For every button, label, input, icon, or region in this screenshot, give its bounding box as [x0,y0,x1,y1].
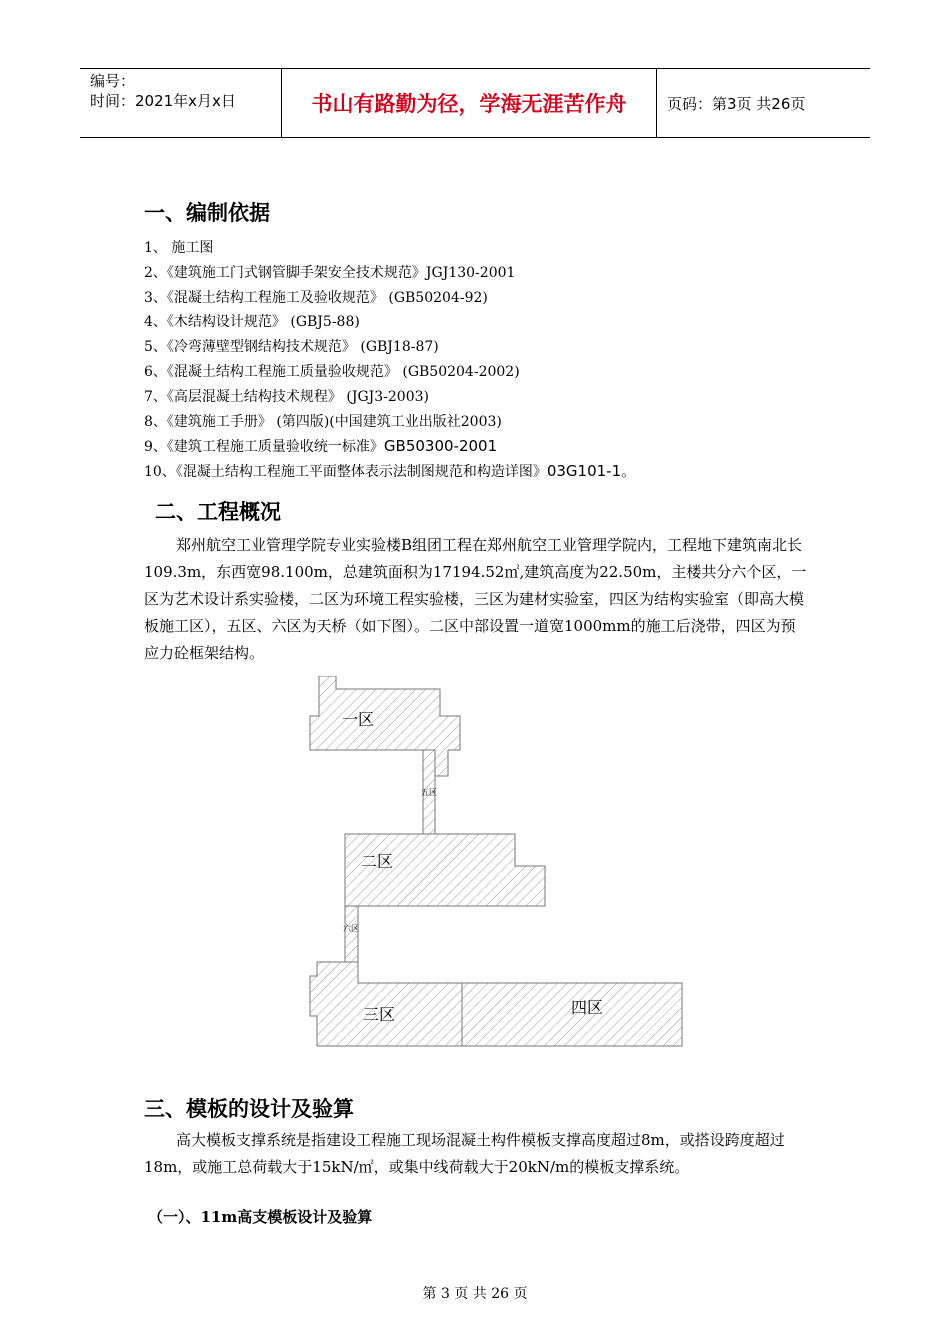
header-motto: 书山有路勤为径，学海无涯苦作舟 [281,69,657,137]
list-item: 9、《建筑工程施工质量验收统一标准》GB50300-2001 [144,437,498,456]
header-meta [80,69,281,137]
zone-6-shape [345,906,358,962]
header-table [80,68,870,138]
zone-3-label: 三区 [363,1005,396,1024]
section-2-title: 二、工程概况 [155,500,281,524]
list-item: 5、《冷弯薄壁型钢结构技术规范》 (GBJ18-87) [144,339,439,356]
header-page-label: 页码：第3页 共26页 [667,94,806,113]
subsection-title: （一）、11m高支模板设计及验算 [148,1208,373,1226]
list-item: 10、《混凝土结构工程施工平面整体表示法制图规范和构造详图》03G101-1。 [144,462,637,481]
list-item: 8、《建筑施工手册》 (第四版)(中国建筑工业出版社2003) [144,413,502,430]
list-item: 7、《高层混凝土结构技术规程》 (JGJ3-2003) [144,388,429,405]
project-overview-paragraph: 郑州航空工业管理学院专业实验楼B组团工程在郑州航空工业管理学院内，工程地下建筑南北长109.3m，东西宽98.100m，总建筑面积为17194.52㎡,建筑高度为22.50m，主楼共分六个区，一区为艺术设计系实验楼，二区为环境工程实验楼，三区为建材实验室，四区为结构实验室（即高大模板施工区），五区、六区为天桥（如下图）。二区中部设置一道宽1000mm的施工后浇带，四区为预应力砼框架结构。 [144,536,807,662]
zone-1-shape [310,676,460,776]
zone-3-shape [310,962,462,1046]
list-item: 3、《混凝土结构工程施工及验收规范》 (GB50204-92) [144,289,488,306]
basis-list [144,236,636,484]
zone-layout-diagram [300,676,690,1052]
time-label: 时间：2021年x月x日 [90,92,236,110]
number-label: 编号： [90,72,136,90]
zone-1-label: 一区 [342,710,375,729]
page-footer: 第 3 页 共 26 页 [422,1286,528,1302]
zone-5-label: 五区 [421,788,437,797]
list-item: 4、《木结构设计规范》 (GBJ5-88) [144,314,360,331]
zone-2-label: 二区 [361,852,394,871]
section-3-title: 三、模板的设计及验算 [144,1097,354,1121]
zone-4-label: 四区 [571,998,604,1017]
list-item: 6、《混凝土结构工程施工质量验收规范》 (GB50204-2002) [144,363,520,380]
zone-6-label: 六区 [343,924,359,933]
list-item: 1、 施工图 [144,240,214,256]
list-item: 2、《建筑施工门式钢管脚手架安全技术规范》JGJ130-2001 [144,264,516,281]
formwork-definition-paragraph: 高大模板支撑系统是指建设工程施工现场混凝土构件模板支撑高度超过8m，或搭设跨度超过18m，或施工总荷载大于15kN/㎡，或集中线荷载大于20kN/m的模板支撑系统。 [144,1131,785,1176]
section-1-title: 一、编制依据 [144,201,270,225]
